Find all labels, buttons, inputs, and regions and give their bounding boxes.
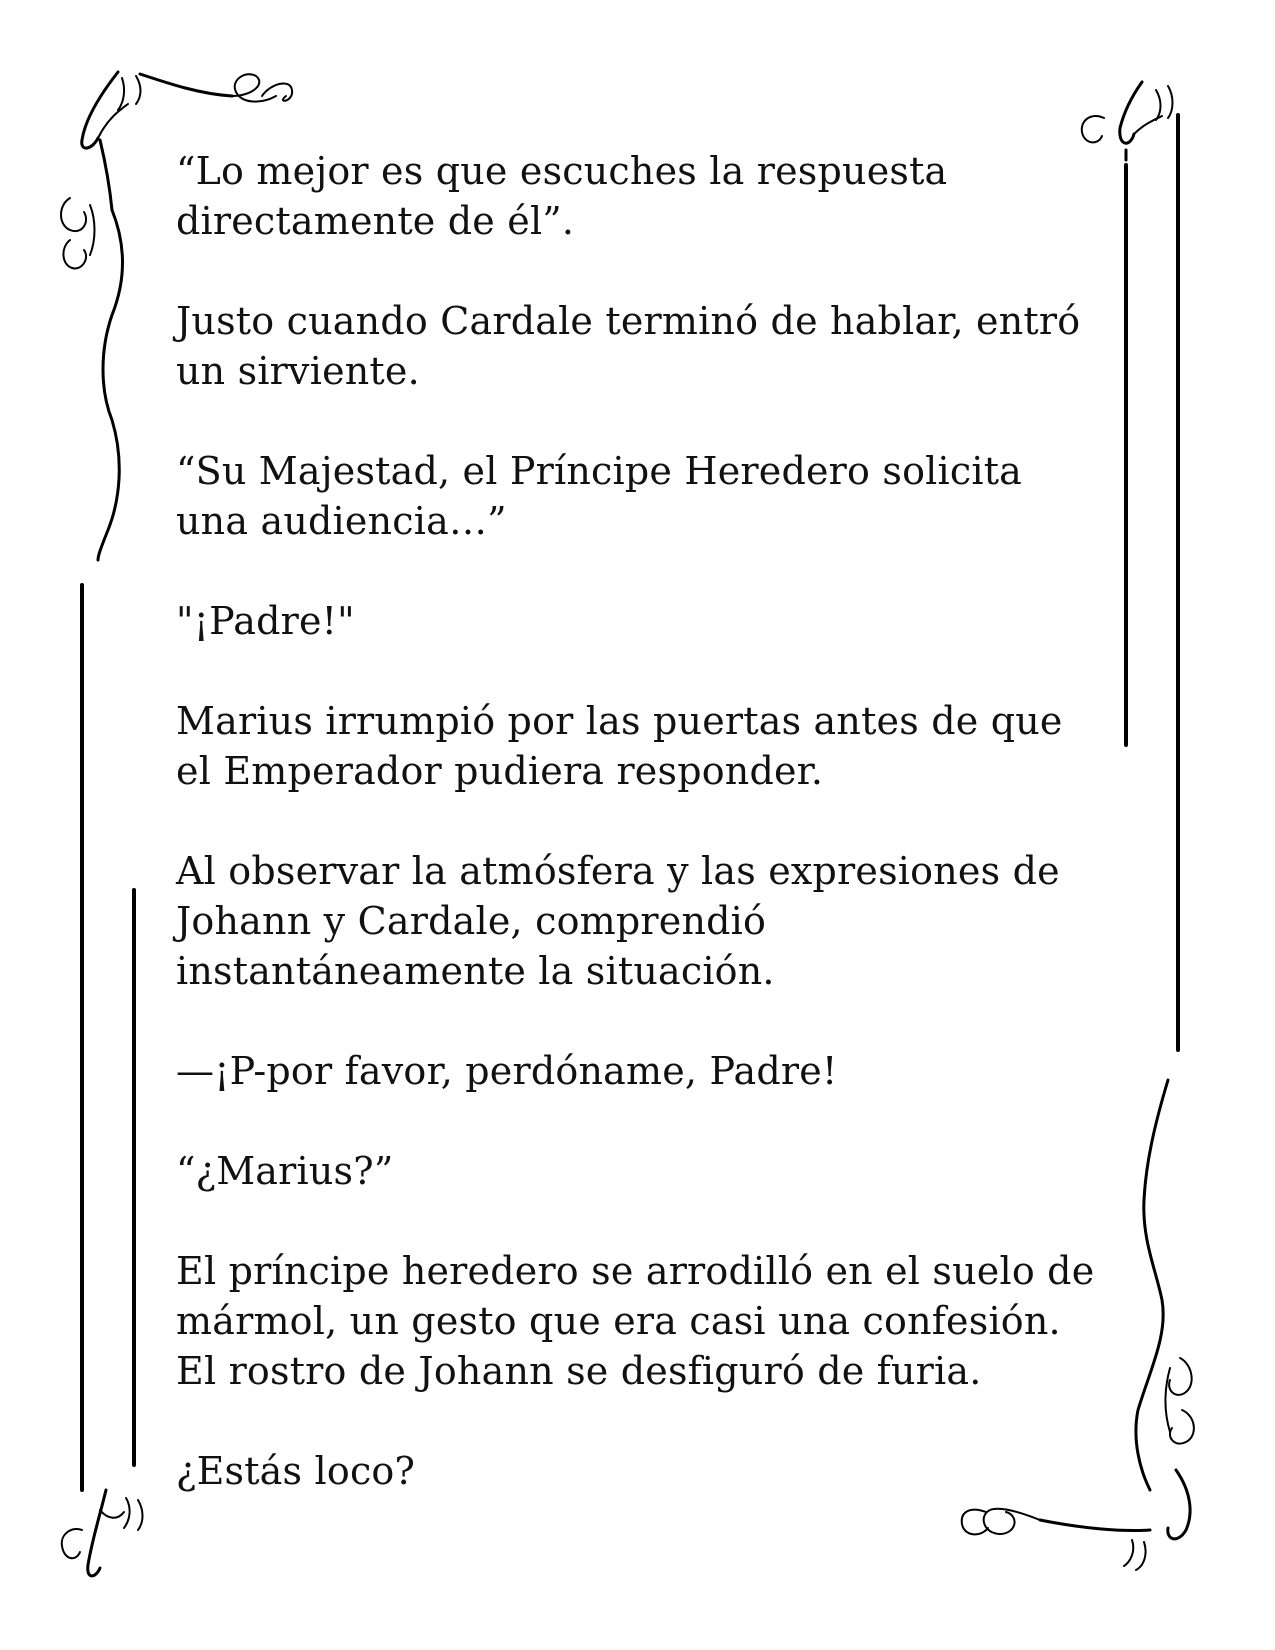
story-text — [176, 146, 1106, 1496]
paragraph-3: “Su Majestad, el Príncipe Heredero solicita una audiencia…” — [176, 449, 1023, 543]
paragraph-8: “¿Marius?” — [176, 1149, 394, 1193]
paragraph-5: Marius irrumpió por las puertas antes de que el Emperador pudiera responder. — [176, 699, 1063, 793]
paragraph-10: ¿Estás loco? — [176, 1449, 416, 1493]
paragraph-2: Justo cuando Cardale terminó de hablar, entró un sirviente. — [176, 299, 1081, 393]
bottom-left-flourish-icon — [62, 1490, 143, 1576]
paragraph-6: Al observar la atmósfera y las expresiones de Johann y Cardale, comprendió instantáneamente la situación. — [176, 849, 1060, 993]
paragraph-9: El príncipe heredero se arrodilló en el suelo de mármol, un gesto que era casi una confesión. El rostro de Johann se desfiguró de furia. — [176, 1249, 1095, 1393]
paragraph-4: "¡Padre!" — [176, 599, 355, 643]
paragraph-1: “Lo mejor es que escuches la respuesta directamente de él”. — [176, 149, 948, 243]
paragraph-7: —¡P-por favor, perdóname, Padre! — [176, 1049, 838, 1093]
